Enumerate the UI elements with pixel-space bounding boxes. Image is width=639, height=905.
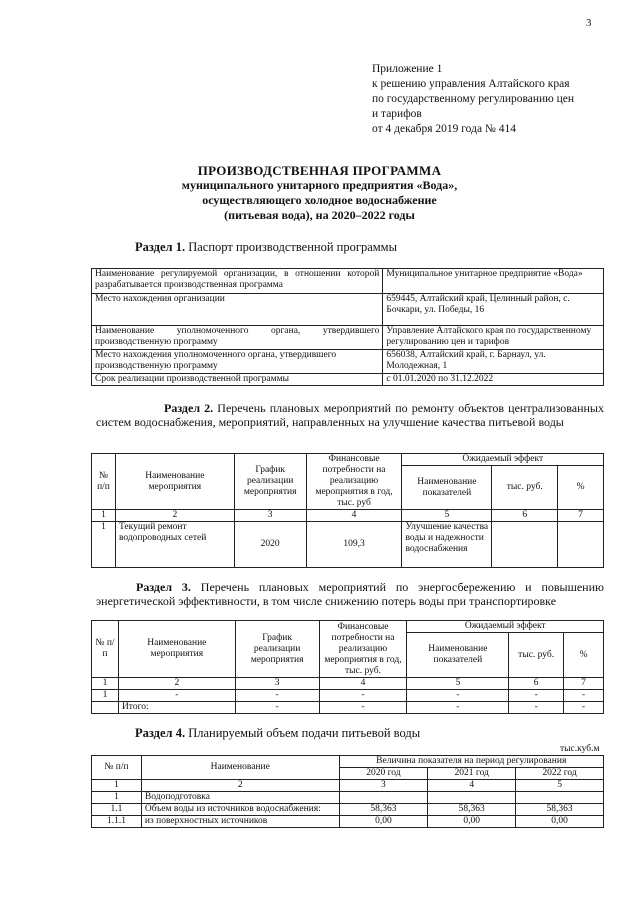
section3-title: Перечень плановых мероприятий по энергосбережению и повышению энергетической эффективности, в том числе снижению потерь воды при транспортировке: [96, 580, 604, 608]
table-cell: -: [407, 690, 509, 702]
table-row: [92, 269, 604, 294]
table-cell: 0,00: [516, 816, 604, 828]
column-number: 1: [92, 780, 142, 792]
section1-heading: [135, 240, 397, 255]
title-line: осуществляющего холодное водоснабжение: [202, 193, 437, 207]
table-row: [92, 690, 604, 702]
table-cell: -: [509, 702, 564, 714]
column-number: 4: [428, 780, 516, 792]
section2-table: [91, 453, 604, 568]
table-cell: Управление Алтайского края по государственному регулированию цен и тарифов: [383, 326, 604, 350]
table-cell: 1: [92, 690, 119, 702]
table-cell: [492, 522, 558, 568]
table-row: [92, 702, 604, 714]
table-cell: из поверхностных источников: [141, 816, 339, 828]
title-line: (питьевая вода), на 2020–2022 годы: [224, 208, 415, 222]
table-cell: 1: [92, 792, 142, 804]
appendix-block: [372, 62, 574, 137]
title-line: ПРОИЗВОДСТВЕННАЯ ПРОГРАММА: [197, 163, 442, 178]
header-schedule: График реализации мероприятия: [235, 621, 319, 678]
table-cell: 1.1: [92, 804, 142, 816]
table-cell: 58,363: [339, 804, 428, 816]
section3-heading: [96, 580, 604, 608]
appendix-line: от 4 декабря 2019 года № 414: [372, 123, 517, 135]
section4-table: [91, 755, 604, 828]
table-cell: -: [235, 702, 319, 714]
passport-table: [91, 268, 604, 386]
table-cell: Итого:: [118, 702, 235, 714]
column-number: 1: [92, 678, 119, 690]
table-cell: 2020: [234, 522, 306, 568]
column-number-row: [92, 678, 604, 690]
header-num: № п/п: [92, 621, 119, 678]
table-cell: с 01.01.2020 по 31.12.2022: [383, 374, 604, 386]
table-cell: Объем воды из источников водоснабжения:: [141, 804, 339, 816]
appendix-line: Приложение 1: [372, 63, 443, 75]
page-number: 3: [586, 17, 592, 29]
column-number: 5: [407, 678, 509, 690]
table-cell: Наименование уполномоченного органа, утвердившего производственную программу: [92, 326, 383, 350]
section1-title: Паспорт производственной программы: [185, 240, 397, 254]
unit-label: тыс.куб.м: [560, 744, 600, 754]
section3-table: [91, 620, 604, 714]
section1-label: Раздел 1.: [135, 240, 186, 254]
column-number: 6: [509, 678, 564, 690]
table-cell: -: [319, 690, 407, 702]
table-row: [92, 326, 604, 350]
header-schedule: График реализации мероприятия: [234, 454, 306, 510]
header-name: Наименование мероприятия: [115, 454, 234, 510]
table-cell: Наименование регулируемой организации, в отношении которой разрабатывается производственная программа: [92, 269, 383, 294]
table-cell: [339, 792, 428, 804]
table-cell: -: [118, 690, 235, 702]
appendix-line: и тарифов: [372, 108, 422, 120]
table-cell: 0,00: [428, 816, 516, 828]
title-line: муниципального унитарного предприятия «Вода»,: [181, 178, 458, 192]
appendix-line: по государственному регулированию цен: [372, 93, 575, 105]
section2-title: Перечень плановых мероприятий по ремонту объектов централизованных систем водоснабжения, мероприятий, направленных на улучшение качества питьевой воды: [96, 401, 604, 429]
column-number: 6: [492, 510, 558, 522]
header-effect-name: Наименование показателей: [402, 466, 492, 510]
table-cell: 109,3: [306, 522, 402, 568]
header-effect-rub: тыс. руб.: [509, 633, 564, 678]
document-title: [0, 163, 639, 223]
column-number: 2: [118, 678, 235, 690]
header-effect: Ожидаемый эффект: [407, 621, 604, 633]
table-cell: 58,363: [516, 804, 604, 816]
header-effect: Ожидаемый эффект: [402, 454, 604, 466]
header-finance: Финансовые потребности на реализацию мероприятия в год, тыс. руб.: [319, 621, 407, 678]
header-name: Наименование мероприятия: [118, 621, 235, 678]
section4-label: Раздел 4.: [135, 726, 186, 740]
column-number: 4: [319, 678, 407, 690]
column-number-row: [92, 510, 604, 522]
header-name: Наименование: [141, 756, 339, 780]
table-cell: 659445, Алтайский край, Целинный район, с. Бочкари, ул. Победы, 16: [383, 294, 604, 326]
section2-heading: [96, 401, 604, 429]
column-number: 5: [516, 780, 604, 792]
section2-label: Раздел 2.: [164, 401, 214, 415]
table-row: [92, 374, 604, 386]
header-year: 2021 год: [428, 768, 516, 780]
table-row: [92, 792, 604, 804]
table-cell: Улучшение качества воды и надежности водоснабжения: [402, 522, 492, 568]
table-cell: 656038, Алтайский край, г. Барнаул, ул. Молодежная, 1: [383, 350, 604, 374]
header-effect-name: Наименование показателей: [407, 633, 509, 678]
column-number: 7: [564, 678, 604, 690]
table-cell: -: [407, 702, 509, 714]
column-number: 2: [115, 510, 234, 522]
header-finance: Финансовые потребности на реализацию мероприятия в год, тыс. руб: [306, 454, 402, 510]
section3-label: Раздел 3.: [136, 580, 191, 594]
table-header-row: [92, 454, 604, 466]
table-cell: -: [235, 690, 319, 702]
table-cell: [92, 702, 119, 714]
table-row: [92, 350, 604, 374]
table-cell: 58,363: [428, 804, 516, 816]
table-cell: 0,00: [339, 816, 428, 828]
header-year: 2020 год: [339, 768, 428, 780]
column-number: 5: [402, 510, 492, 522]
column-number: 3: [235, 678, 319, 690]
table-cell: Водоподготовка: [141, 792, 339, 804]
column-number: 7: [558, 510, 604, 522]
table-cell: 1: [92, 522, 116, 568]
table-row: [92, 522, 604, 568]
appendix-line: к решению управления Алтайского края: [372, 78, 570, 90]
section4-heading: [135, 726, 420, 741]
table-cell: -: [319, 702, 407, 714]
table-cell: [428, 792, 516, 804]
table-cell: -: [509, 690, 564, 702]
column-number-row: [92, 780, 604, 792]
column-number: 4: [306, 510, 402, 522]
table-cell: Место нахождения уполномоченного органа, утвердившего производственную программу: [92, 350, 383, 374]
table-cell: [516, 792, 604, 804]
column-number: 3: [234, 510, 306, 522]
table-cell: Срок реализации производственной программы: [92, 374, 383, 386]
header-num: № п/п: [92, 454, 116, 510]
header-period: Величина показателя на период регулирования: [339, 756, 603, 768]
table-cell: Текущий ремонт водопроводных сетей: [115, 522, 234, 568]
table-row: [92, 294, 604, 326]
section4-title: Планируемый объем подачи питьевой воды: [185, 726, 421, 740]
table-cell: 1.1.1: [92, 816, 142, 828]
table-cell: [558, 522, 604, 568]
table-cell: Место нахождения организации: [92, 294, 383, 326]
header-effect-pct: %: [558, 466, 604, 510]
table-cell: -: [564, 702, 604, 714]
table-row: [92, 804, 604, 816]
table-row: [92, 816, 604, 828]
table-cell: Муниципальное унитарное предприятие «Вода»: [383, 269, 604, 294]
column-number: 2: [141, 780, 339, 792]
header-effect-pct: %: [564, 633, 604, 678]
table-header-row: [92, 621, 604, 633]
column-number: 1: [92, 510, 116, 522]
header-num: № п/п: [92, 756, 142, 780]
table-header-row: [92, 756, 604, 768]
header-year: 2022 год: [516, 768, 604, 780]
header-effect-rub: тыс. руб.: [492, 466, 558, 510]
table-cell: -: [564, 690, 604, 702]
column-number: 3: [339, 780, 428, 792]
